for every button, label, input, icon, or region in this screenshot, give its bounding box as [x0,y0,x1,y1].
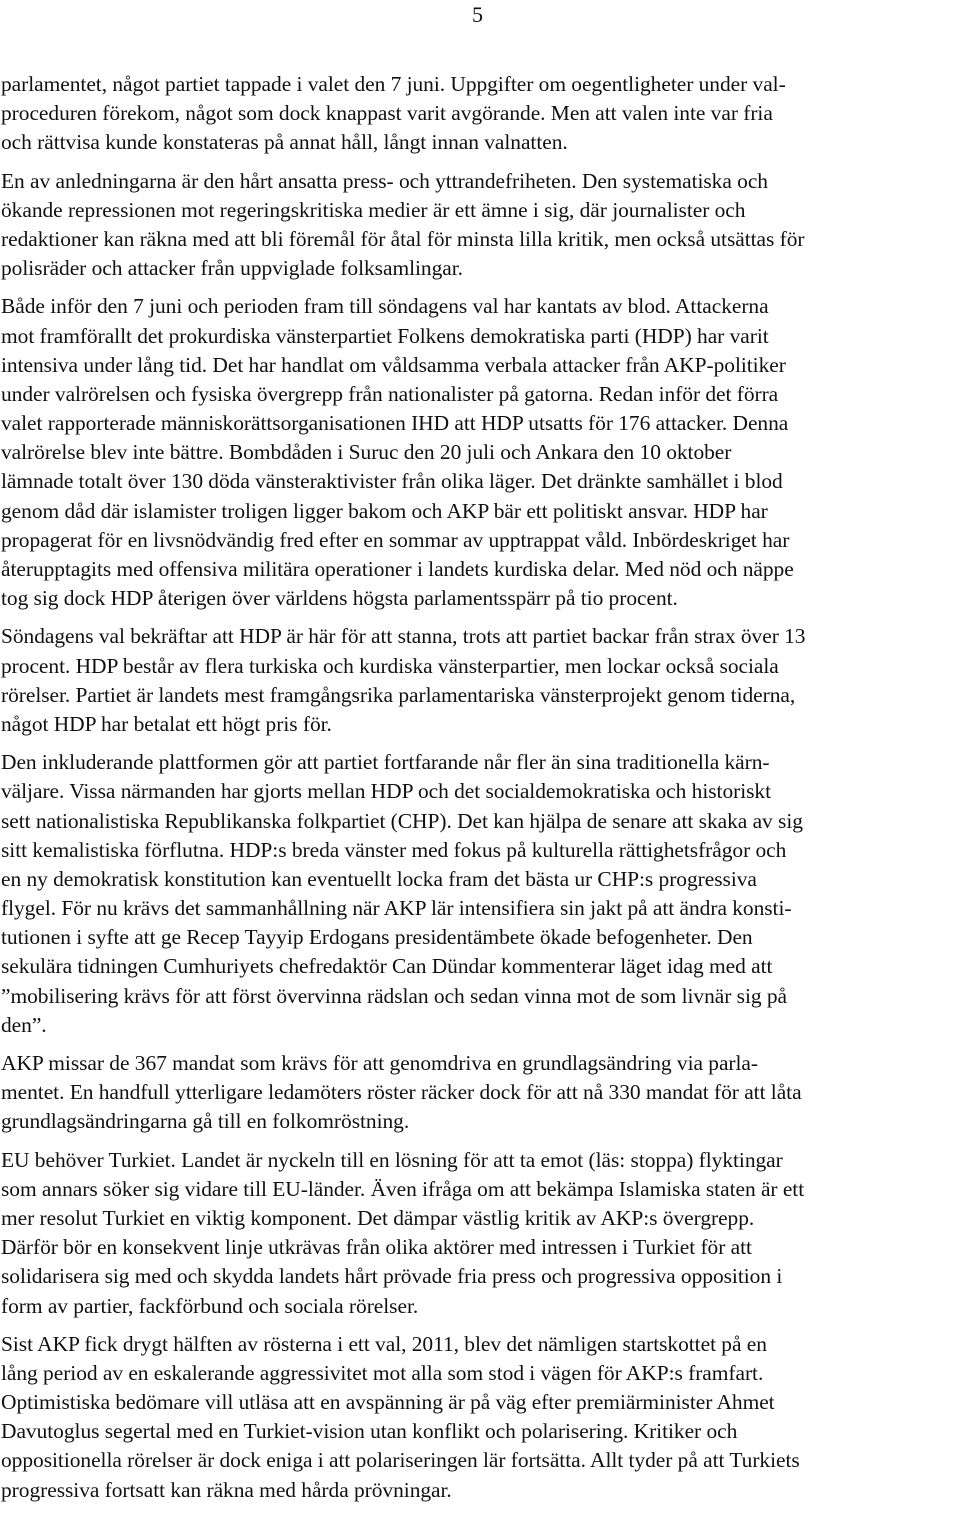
text-line: som annars söker sig vidare till EU-länder. Även ifråga om att bekämpa Islamiska staten är ett [1,1176,805,1201]
text-line: EU behöver Turkiet. Landet är nyckeln till en lösning för att ta emot (läs: stoppa) flyktingar [1,1147,783,1172]
text-line: valrörelse blev inte bättre. Bombdåden i Suruc den 20 juli och Ankara den 10 oktober [1,440,732,465]
text-line: lång period av en eskalerande aggressivitet mot alla som stod i vägen för AKP:s framfart. [1,1360,764,1385]
text-line: oppositionella rörelser är dock eniga i att polariseringen lär fortsätta. Allt tyder på att Turkiets [1,1448,800,1473]
text-line: Därför bör en konsekvent linje utkrävas från olika aktörer med intressen i Turkiet för att [1,1235,752,1260]
text-line: propagerat för en livsnödvändig fred efter en sommar av upptrappat våld. Inbördeskriget har [1,527,790,552]
text-line: parlamentet, något partiet tappade i valet den 7 juni. Uppgifter om oegentligheter under val- [1,72,786,96]
text-line: flygel. För nu krävs det sammanhållning när AKP lär intensifiera sin jakt på att ändra konsti- [1,896,792,921]
paragraph-spacer [1,158,959,167]
text-line: form av partier, fackförbund och sociala rörelser. [1,1293,419,1318]
text-line: mot framförallt det prokurdiska vänsterpartiet Folkens demokratiska parti (HDP) har varit [1,323,769,348]
text-line: mer resolut Turkiet en viktig komponent. Det dämpar västlig kritik av AKP:s övergrepp. [1,1205,755,1230]
text-line: proceduren förekom, något som dock knappast varit avgörande. Men att valen inte var fria [1,101,773,126]
paragraph-spacer [1,613,959,622]
text-line: Optimistiska bedömare vill utläsa att en avspänning är på väg efter premiärminister Ahmet [1,1390,775,1415]
text-line: polisräder och attacker från uppviglade folksamlingar. [1,256,463,281]
paragraph-spacer [1,283,959,292]
text-line: Den inkluderande plattformen gör att partiet fortfarande når fler än sina traditionella kärn- [1,750,770,775]
text-line: tutionen i syfte att ge Recep Tayyip Erdogans presidentämbete ökade befogenheter. Den [1,925,753,950]
paragraph [1,167,959,284]
paragraph-spacer [1,1137,959,1146]
text-line: sitt kemalistiska förflutna. HDP:s breda vänster med fokus på kulturella rättighetsfrågor och [1,837,787,862]
paragraph [1,1146,959,1321]
paragraph [1,1330,959,1505]
text-line: Sist AKP fick drygt hälften av rösterna i ett val, 2011, blev det nämligen startskottet på en [1,1331,767,1356]
text-line: intensiva under lång tid. Det har handlat om våldsamma verbala attacker från AKP-politiker [1,352,786,377]
text-line: valet rapporterade människorättsorganisationen IHD att HDP utsatts för 176 attacker. Denna [1,411,789,436]
text-line: tog sig dock HDP återigen över världens högsta parlamentsspärr på tio procent. [1,586,678,611]
paragraph [1,292,959,613]
text-line: Davutoglus segertal med en Turkiet-vision utan konflikt och polarisering. Kritiker och [1,1419,738,1444]
text-line: under valrörelsen och fysiska övergrepp från nationalister på gatorna. Redan inför det förra [1,381,779,406]
text-line: återupptagits med offensiva militära operationer i landets kurdiska delar. Med nöd och näppe [1,557,794,581]
paragraph [1,622,959,739]
text-line: redaktioner kan räkna med att bli föremål för åtal för minsta lilla kritik, men också utsättas för [1,226,805,251]
text-line: Söndagens val bekräftar att HDP är här för att stanna, trots att partiet backar från strax över 13 [1,624,806,649]
document-body [1,70,959,1505]
paragraph-spacer [1,1321,959,1330]
text-line: solidarisera sig med och skydda landets hårt prövade fria press och progressiva opposition i [1,1264,783,1289]
text-line: progressiva fortsatt kan räkna med hårda prövningar. [1,1477,452,1502]
paragraph [1,748,959,1040]
paragraph-spacer [1,739,959,748]
text-line: väljare. Vissa närmanden har gjorts mellan HDP och det socialdemokratiska och historiskt [1,779,772,804]
text-line: ”mobilisering krävs för att först övervinna rädslan och sedan vinna mot de som livnär sig på [1,983,787,1008]
text-line: genom dåd där islamister troligen ligger bakom och AKP bär ett politiskt ansvar. HDP har [1,498,768,523]
text-line: procent. HDP består av flera turkiska och kurdiska vänsterpartier, men lockar också sociala [1,653,779,678]
text-line: sett nationalistiska Republikanska folkpartiet (CHP). Det kan hjälpa de senare att skaka av sig [1,808,803,833]
page-number: 5 [472,2,483,27]
text-line: en ny demokratisk konstitution kan eventuellt locka fram det bästa ur CHP:s progressiva [1,866,757,891]
text-line: och rättvisa kunde konstateras på annat håll, långt innan valnatten. [1,130,568,155]
text-line: något HDP har betalat ett högt pris för. [1,711,332,736]
paragraph [1,1049,959,1137]
paragraph-spacer [1,1040,959,1049]
text-line: AKP missar de 367 mandat som krävs för att genomdriva en grundlagsändring via parla- [1,1051,758,1075]
text-line: ökande repressionen mot regeringskritiska medier är ett ämne i sig, där journalister och [1,197,746,222]
text-line: rörelser. Partiet är landets mest framgångsrika parlamentariska vänsterprojekt genom tiderna, [1,682,796,707]
text-line: Både inför den 7 juni och perioden fram till söndagens val har kantats av blod. Attackerna [1,294,769,319]
text-line: lämnade totalt över 130 döda vänsteraktivister från olika läger. Det dränkte samhället i blod [1,469,783,494]
text-line: En av anledningarna är den hårt ansatta press- och yttrandefriheten. Den systematiska och [1,168,768,193]
text-line: sekulära tidningen Cumhuriyets chefredaktör Can Dündar kommenterar läget idag med att [1,954,773,979]
text-line: mentet. En handfull ytterligare ledamöters röster räcker dock för att nå 330 mandat för att låta [1,1080,802,1105]
text-line: den”. [1,1012,47,1037]
text-line: grundlagsändringarna gå till en folkomröstning. [1,1109,410,1134]
paragraph [1,70,959,158]
